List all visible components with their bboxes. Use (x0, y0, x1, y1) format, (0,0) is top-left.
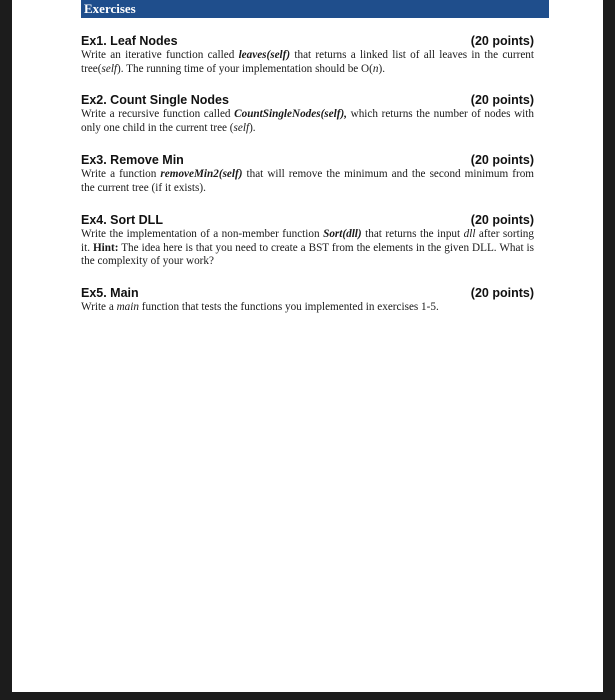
exercise-heading (81, 213, 534, 228)
function-name: Sort(dll) (323, 228, 362, 240)
text: that will remove the minimum and the second minimum from the current tree (if it exists). (81, 168, 534, 194)
hint-label: Hint: (92, 241, 119, 254)
text: which returns the number of nodes with only one child in the current tree ( (81, 108, 534, 134)
exercise-1 (81, 34, 534, 76)
text: ). (249, 121, 256, 134)
function-name: leaves(self) (238, 49, 291, 61)
exercise-heading (81, 286, 534, 301)
text: that returns a linked list of all leaves in the current tree( (81, 49, 535, 75)
exercise-points: (20 points) (470, 213, 534, 227)
exercise-description (81, 168, 534, 195)
exercise-heading (81, 93, 534, 108)
exercise-points: (20 points) (470, 286, 534, 300)
exercise-heading (81, 153, 534, 168)
function-name: removeMin2(self) (160, 168, 243, 180)
exercise-description (81, 228, 534, 269)
exercise-title: Ex1. Leaf Nodes (81, 34, 178, 48)
exercise-description (81, 49, 534, 76)
text: Write a function (81, 168, 161, 180)
text: that returns the input (361, 228, 464, 240)
function-name: CountSingleNodes(self), (234, 108, 347, 120)
param-self: self (233, 121, 250, 134)
text: The idea here is that you need to create a BST from the elements in the given DLL. What is the complexity of your work? (81, 241, 535, 267)
text: ). (378, 62, 385, 75)
exercise-description (81, 108, 534, 135)
exercise-2 (81, 93, 534, 135)
exercise-title: Ex5. Main (81, 286, 139, 300)
text: after sorting it. (81, 228, 534, 254)
text: ). The running time of your implementation should be O( (117, 62, 373, 75)
text: Write an iterative function called (81, 49, 239, 61)
text: Write a (81, 301, 117, 313)
param-self: self (101, 62, 118, 75)
exercise-3 (81, 153, 534, 195)
text: Write the implementation of a non-member function (81, 228, 324, 240)
text: Write a recursive function called (81, 108, 235, 120)
main-keyword: main (116, 301, 139, 313)
exercise-heading (81, 34, 534, 49)
exercise-5 (81, 286, 534, 315)
exercise-points: (20 points) (470, 93, 534, 107)
exercise-4 (81, 213, 534, 269)
exercise-title: Ex3. Remove Min (81, 153, 184, 167)
exercise-description (81, 301, 534, 315)
exercise-points: (20 points) (470, 34, 534, 48)
exercise-title: Ex2. Count Single Nodes (81, 93, 229, 107)
variable-n: n (372, 62, 379, 75)
exercise-points: (20 points) (470, 153, 534, 167)
param-dll: dll (463, 228, 476, 240)
document-page (12, 0, 603, 692)
section-header: Exercises (81, 0, 549, 18)
text: function that tests the functions you implemented in exercises 1-5. (138, 301, 439, 313)
exercise-title: Ex4. Sort DLL (81, 213, 163, 227)
